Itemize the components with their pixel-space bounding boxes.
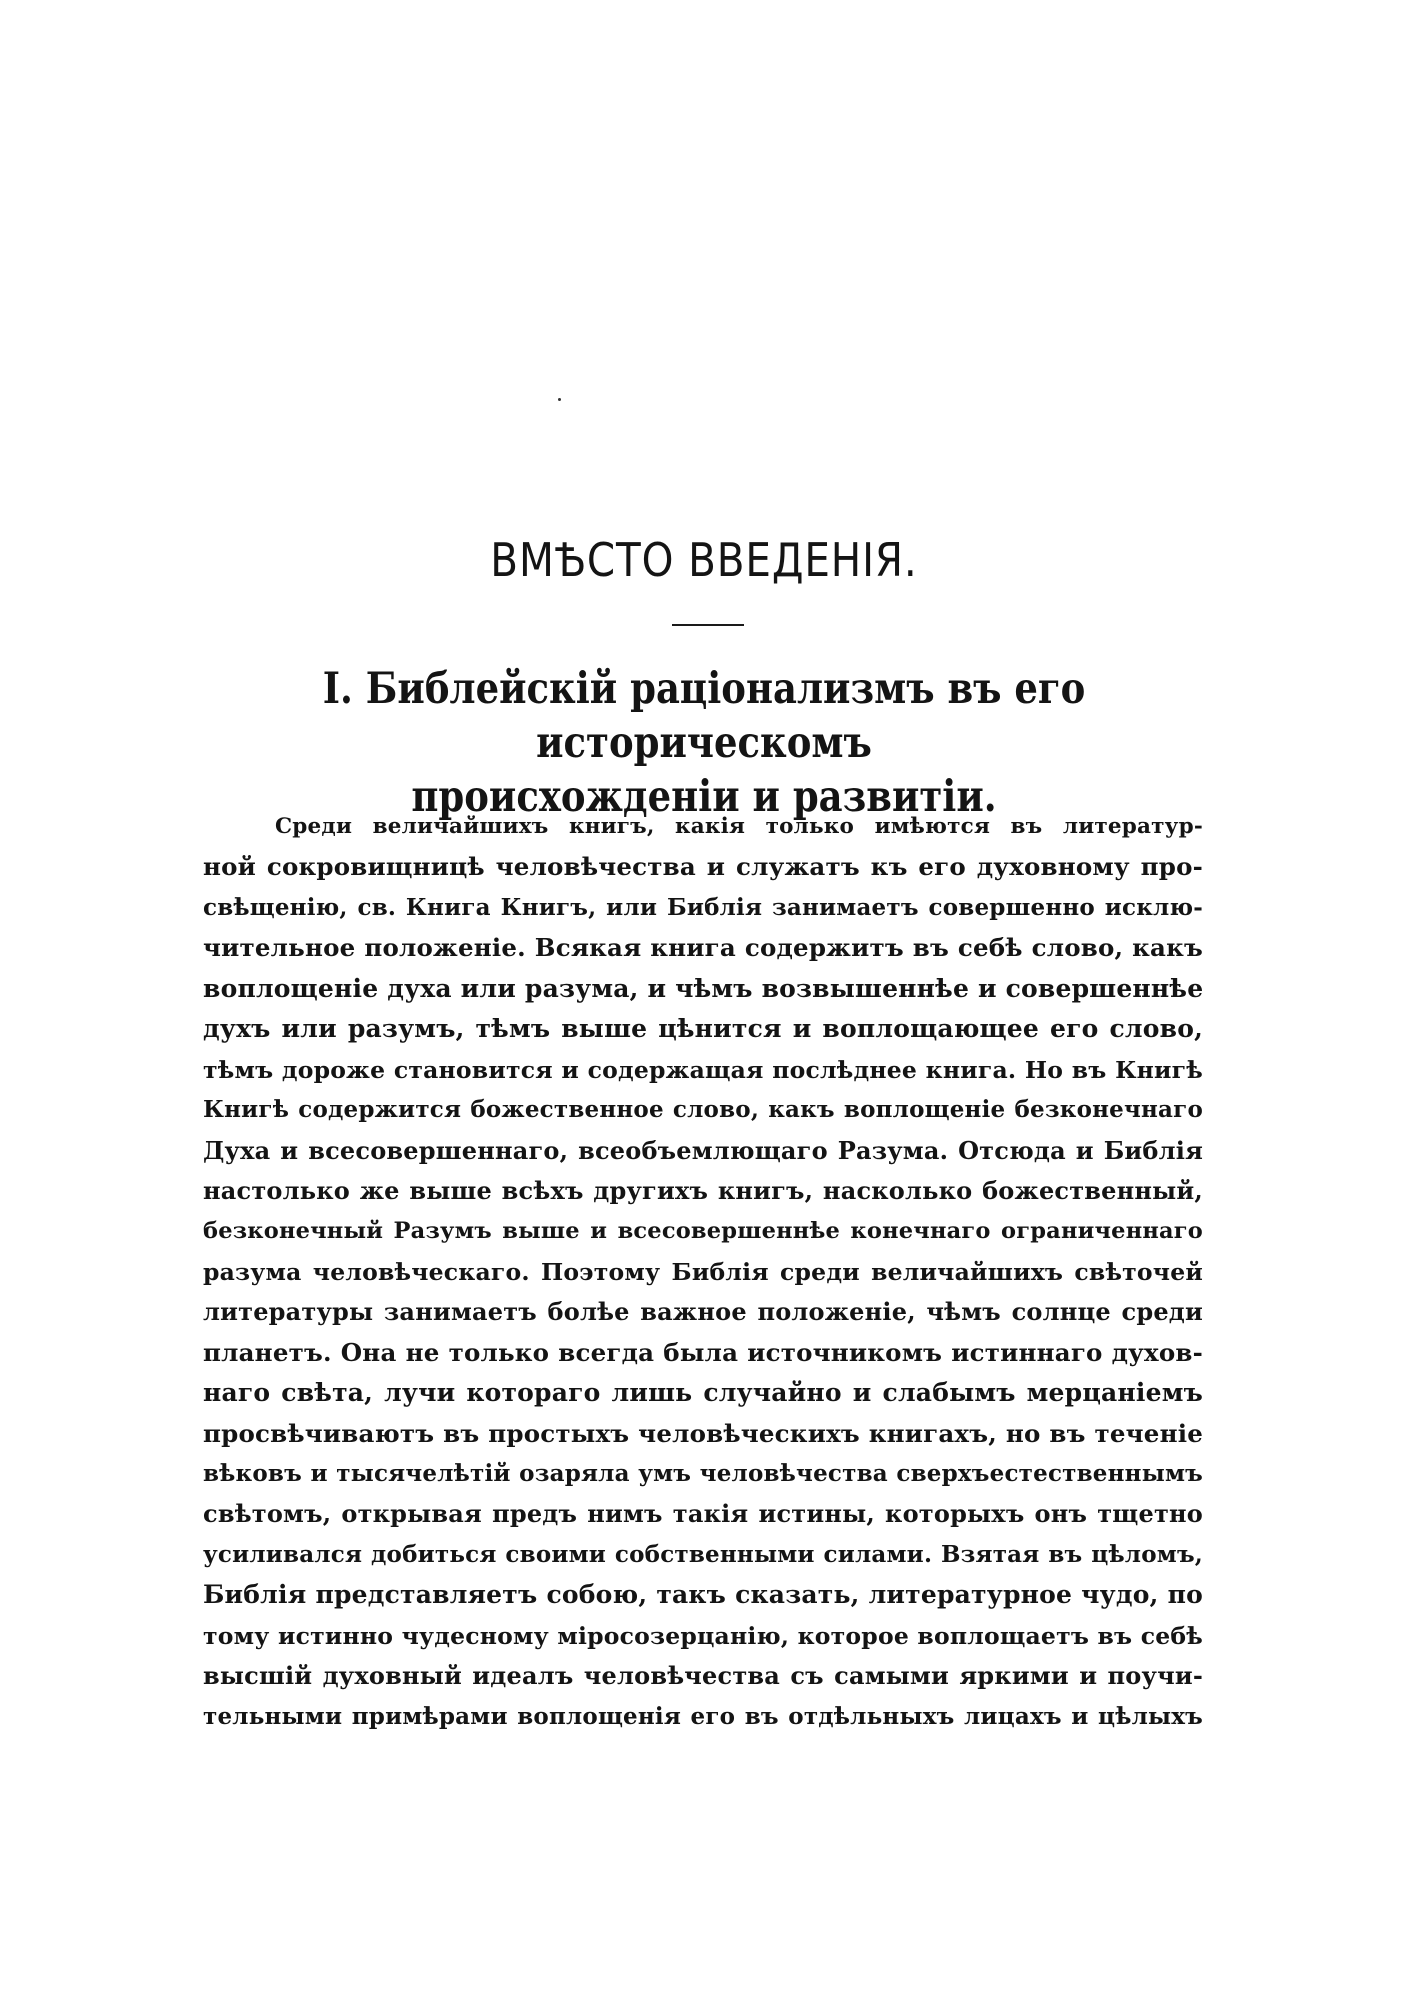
text-line: разума человѣческаго. Поэтому Библія среди величайшихъ свѣточей: [203, 1257, 1203, 1286]
text-line: воплощеніе духа или разума, и чѣмъ возвышеннѣе и совершеннѣе: [203, 973, 1204, 1003]
text-line: безконечный Разумъ выше и всесовершеннѣе конечнаго ограниченнаго: [203, 1218, 1203, 1245]
body-paragraph: [203, 807, 1203, 1737]
text-line: Книгѣ содержится божественное слово, какъ воплощеніе безконечнаго: [203, 1096, 1203, 1124]
text-line: высшій духовный идеалъ человѣчества съ самыми яркими и поучи-: [203, 1661, 1203, 1691]
text-line: Библія представляетъ собою, такъ сказать, литературное чудо, по: [203, 1580, 1203, 1610]
text-line: тѣмъ дороже становится и содержащая послѣднее книга. Но въ Книгѣ: [203, 1055, 1203, 1084]
text-line: свѣщенію, св. Книга Книгъ, или Библія занимаетъ совершенно исклю-: [203, 893, 1203, 921]
print-speck: [558, 398, 561, 401]
text-line: планетъ. Она не только всегда была источникомъ истиннаго духов-: [203, 1337, 1203, 1367]
chapter-title-line-1: I. Библейскій раціонализмъ въ его историческомъ: [322, 664, 1086, 768]
text-line: просвѣчиваютъ въ простыхъ человѣческихъ книгахъ, но въ теченіе: [203, 1418, 1203, 1448]
chapter-title-line-2: происхожденіи и развитіи.: [411, 772, 997, 822]
text-line: тельными примѣрами воплощенія его въ отдѣльныхъ лицахъ и цѣлыхъ: [203, 1702, 1203, 1730]
text-line: вѣковъ и тысячелѣтій озаряла умъ человѣчества сверхъестественнымъ: [203, 1460, 1203, 1487]
text-line: тому истинно чудесному міросозерцанію, которое воплощаетъ въ себѣ: [203, 1621, 1203, 1650]
text-line: духъ или разумъ, тѣмъ выше цѣнится и воплощающее его слово,: [203, 1014, 1203, 1044]
text-line: ной сокровищницѣ человѣчества и служатъ къ его духовному про-: [203, 852, 1203, 882]
text-line: Духа и всесовершеннаго, всеобъемлющаго Разума. Отсюда и Библія: [203, 1135, 1203, 1165]
text-line: усиливался добиться своими собственными силами. Взятая въ цѣломъ,: [203, 1540, 1203, 1568]
text-line: Среди величайшихъ книгъ, какія только имѣются въ литератур-: [275, 814, 1203, 839]
text-line: свѣтомъ, открывая предъ нимъ такія истины, которыхъ онъ тщетно: [203, 1499, 1203, 1529]
text-line: наго свѣта, лучи котораго лишь случайно и слабымъ мерцаніемъ: [203, 1378, 1203, 1408]
main-heading: ВМѢСТО ВВЕДЕНІЯ.: [490, 533, 918, 587]
chapter-title: [271, 662, 1138, 824]
text-line: чительное положеніе. Всякая книга содержитъ въ себѣ слово, какъ: [203, 933, 1203, 963]
heading-divider: [672, 624, 744, 626]
text-line: настолько же выше всѣхъ другихъ книгъ, насколько божественный,: [203, 1175, 1203, 1205]
text-line: литературы занимаетъ болѣе важное положеніе, чѣмъ солнце среди: [203, 1297, 1203, 1327]
